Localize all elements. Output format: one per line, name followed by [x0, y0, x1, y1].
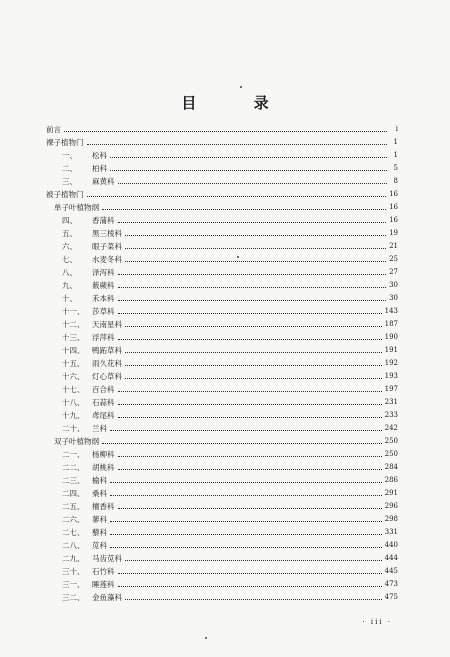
toc-entry-page: 1	[393, 138, 398, 146]
dot-leader	[110, 170, 387, 171]
toc-entry-page: 284	[384, 463, 398, 471]
toc-entry-title: 天南星科	[92, 320, 122, 329]
toc-entry-page: 331	[384, 528, 398, 536]
toc-entry-number: 三十、	[62, 567, 85, 576]
toc-entry[interactable]	[62, 318, 398, 331]
toc-entry-page: 30	[389, 281, 398, 289]
toc-entry-label	[62, 357, 122, 370]
toc-entry-label	[62, 396, 115, 409]
toc-entry-page: 291	[384, 489, 398, 497]
toc-entry-page: 187	[384, 320, 398, 328]
toc-entry-title: 杨柳科	[92, 450, 115, 459]
toc-entry-page: 30	[389, 294, 398, 302]
page-number-footer: · iii ·	[362, 618, 392, 626]
toc-entry-title: 眼子菜科	[92, 242, 122, 251]
toc-entry-number: 二九、	[62, 554, 85, 563]
dot-leader	[118, 404, 382, 405]
toc-entry-title: 柏科	[92, 164, 107, 173]
toc-entry-number: 二八、	[62, 541, 85, 550]
dot-leader	[118, 508, 382, 509]
toc-entry-title: 藜科	[92, 528, 107, 537]
page-title: 目 录	[181, 94, 295, 112]
toc-entry-title: 泽泻科	[92, 268, 115, 277]
toc-entry-number: 二三、	[62, 476, 85, 485]
scan-speck	[237, 256, 239, 258]
toc-entry-label	[62, 448, 115, 461]
dot-leader	[118, 313, 382, 314]
toc-entry-number: 十一、	[62, 307, 85, 316]
dot-leader	[87, 144, 388, 145]
toc-entry-page: 250	[384, 450, 398, 458]
dot-leader	[110, 482, 382, 483]
toc-entry-page: 16	[389, 203, 398, 211]
dot-leader	[118, 573, 382, 574]
toc-entry-number: 二七、	[62, 528, 85, 537]
dot-leader	[125, 365, 382, 366]
toc-entry-page: 473	[384, 580, 398, 588]
toc-entry-number: 十八、	[62, 398, 85, 407]
toc-entry[interactable]	[62, 149, 398, 162]
toc-entry[interactable]	[62, 175, 398, 188]
toc-entry[interactable]	[62, 539, 398, 552]
dot-leader	[110, 430, 382, 431]
toc-entry-number: 二六、	[62, 515, 85, 524]
toc-entry-number: 三一、	[62, 580, 85, 589]
toc-entry[interactable]	[62, 526, 398, 539]
dot-leader	[118, 456, 382, 457]
toc-entry-number: 十四、	[62, 346, 85, 355]
toc-entry-page: 440	[384, 541, 398, 549]
toc-entry-title: 灯心草科	[92, 372, 122, 381]
toc-entry-label	[62, 227, 122, 240]
toc-entry-title: 被子植物门	[46, 190, 84, 199]
toc-entry-label	[62, 240, 122, 253]
toc-entry-title: 桑科	[92, 489, 107, 498]
toc-entry-label	[62, 318, 122, 331]
dot-leader	[125, 248, 386, 249]
toc-entry-title: 双子叶植物纲	[54, 437, 99, 446]
toc-entry-label	[62, 578, 115, 591]
toc-entry-number: 二五、	[62, 502, 85, 511]
toc-entry-page: 242	[384, 424, 398, 432]
toc-entry-title: 胡桃科	[92, 463, 115, 472]
toc-entry-title: 榆科	[92, 476, 107, 485]
toc-entry-title: 雨久花科	[92, 359, 122, 368]
toc-entry-label	[62, 526, 107, 539]
toc-entry-number: 四、	[62, 216, 77, 225]
toc-entry-number: 七、	[62, 255, 77, 264]
toc-entry-label	[62, 539, 107, 552]
toc-entry-page: 231	[384, 398, 398, 406]
toc-entry-page: 191	[384, 346, 398, 354]
toc-entry[interactable]	[62, 409, 398, 422]
toc-entry-label	[62, 162, 107, 175]
toc-entry-page: 445	[384, 567, 398, 575]
toc-entry-label	[62, 383, 115, 396]
toc-entry-title: 松科	[92, 151, 107, 160]
toc-entry-title: 前言	[46, 125, 61, 134]
toc-entry[interactable]	[62, 292, 398, 305]
toc-entry-label	[62, 253, 122, 266]
toc-entry[interactable]	[62, 578, 398, 591]
dot-leader	[110, 534, 382, 535]
toc-entry-number: 十六、	[62, 372, 85, 381]
toc-entry-number: 十三、	[62, 333, 85, 342]
toc-entry[interactable]	[46, 136, 398, 149]
toc-entry-label	[54, 201, 99, 214]
dot-leader	[125, 378, 382, 379]
toc-entry-label	[46, 188, 84, 201]
toc-entry-number: 一、	[62, 151, 77, 160]
toc-entry-title: 香蒲科	[92, 216, 115, 225]
toc-entry-label	[62, 331, 115, 344]
toc-entry-page: 16	[389, 216, 398, 224]
dot-leader	[87, 196, 387, 197]
toc-entry[interactable]	[46, 188, 398, 201]
toc-entry[interactable]	[54, 201, 398, 214]
toc-entry[interactable]	[62, 565, 398, 578]
dot-leader	[125, 599, 382, 600]
toc-entry-page: 27	[389, 268, 398, 276]
toc-entry[interactable]	[62, 279, 398, 292]
toc-entry-label	[62, 344, 122, 357]
toc-entry[interactable]	[62, 500, 398, 513]
toc-entry-label	[62, 175, 115, 188]
toc-entry-page: 250	[384, 437, 398, 445]
dot-leader	[110, 521, 382, 522]
toc-entry-number: 十二、	[62, 320, 85, 329]
toc-entry[interactable]	[62, 461, 398, 474]
toc-entry-label	[62, 409, 115, 422]
toc-entry-page: 8	[393, 177, 398, 185]
dot-leader	[125, 352, 382, 353]
toc-entry-number: 八、	[62, 268, 77, 277]
toc-entry[interactable]	[62, 227, 398, 240]
dot-leader	[118, 391, 382, 392]
toc-entry-title: 麻黄科	[92, 177, 115, 186]
toc-entry-label	[62, 513, 107, 526]
toc-entry[interactable]	[62, 474, 398, 487]
toc-entry-page: 25	[389, 255, 398, 263]
toc-entry[interactable]	[62, 422, 398, 435]
toc-entry-title: 鸢尾科	[92, 411, 115, 420]
toc-entry-number: 十五、	[62, 359, 85, 368]
toc-entry[interactable]	[62, 591, 398, 604]
dot-leader	[125, 261, 386, 262]
toc-entry-page: 21	[389, 242, 398, 250]
toc-entry-title: 石竹科	[92, 567, 115, 576]
toc-entry-number: 九、	[62, 281, 77, 290]
toc-entry[interactable]	[62, 357, 398, 370]
toc-entry-number: 二一、	[62, 450, 85, 459]
toc-entry-page: 193	[384, 372, 398, 380]
toc-entry[interactable]	[62, 240, 398, 253]
dot-leader	[118, 339, 382, 340]
toc-entry-page: 475	[384, 593, 398, 601]
toc-entry-title: 鸭跖草科	[92, 346, 122, 355]
toc-entry-number: 二十、	[62, 424, 85, 433]
toc-entry-title: 单子叶植物纲	[54, 203, 99, 212]
dot-leader	[118, 417, 382, 418]
scan-speck	[205, 637, 207, 639]
toc-entry-title: 石蒜科	[92, 398, 115, 407]
toc-entry-page: 233	[384, 411, 398, 419]
toc-entry[interactable]	[62, 214, 398, 227]
toc-entry-page: 296	[384, 502, 398, 510]
toc-entry-page: i	[395, 125, 398, 133]
toc-entry-number: 十、	[62, 294, 77, 303]
dot-leader	[118, 222, 387, 223]
toc-entry-number: 二、	[62, 164, 77, 173]
toc-entry-label	[62, 565, 115, 578]
toc-entry-number: 十七、	[62, 385, 85, 394]
toc-entry-number: 五、	[62, 229, 77, 238]
toc-entry-title: 檀香科	[92, 502, 115, 511]
toc-entry-page: 444	[384, 554, 398, 562]
toc-entry[interactable]	[62, 370, 398, 383]
scan-speck	[240, 86, 242, 88]
toc-entry-title: 睡莲科	[92, 580, 115, 589]
toc-entry[interactable]	[62, 513, 398, 526]
toc-entry-title: 兰科	[92, 424, 107, 433]
toc-entry-label	[62, 552, 122, 565]
toc-entry-label	[46, 136, 84, 149]
toc-entry[interactable]	[54, 435, 398, 448]
toc-entry[interactable]	[62, 383, 398, 396]
toc-entry-label	[62, 487, 107, 500]
toc-entry-page: 19	[389, 229, 398, 237]
toc-entry[interactable]	[62, 305, 398, 318]
toc-entry[interactable]	[62, 448, 398, 461]
toc-entry-number: 六、	[62, 242, 77, 251]
toc-entry[interactable]	[62, 253, 398, 266]
dot-leader	[118, 300, 387, 301]
toc-entry[interactable]	[62, 487, 398, 500]
toc-entry-title: 浮萍科	[92, 333, 115, 342]
dot-leader	[110, 495, 382, 496]
toc-entry-title: 金鱼藻科	[92, 593, 122, 602]
toc-entry[interactable]	[62, 266, 398, 279]
toc-entry-label	[62, 422, 107, 435]
toc-entry-label	[62, 500, 115, 513]
dot-leader	[110, 157, 387, 158]
toc-entry-page: 298	[384, 515, 398, 523]
toc-entry-title: 苋科	[92, 541, 107, 550]
toc-entry-title: 裸子植物门	[46, 138, 84, 147]
dot-leader	[118, 274, 387, 275]
toc-entry-page: 286	[384, 476, 398, 484]
toc-entry[interactable]	[62, 162, 398, 175]
toc-entry-number: 十九、	[62, 411, 85, 420]
dot-leader	[125, 235, 386, 236]
dot-leader	[110, 547, 382, 548]
dot-leader	[125, 326, 382, 327]
toc-entry-label	[62, 214, 115, 227]
toc-entry-title: 莎草科	[92, 307, 115, 316]
toc-entry-title: 百合科	[92, 385, 115, 394]
toc-entry-title: 薮蕨科	[92, 281, 115, 290]
toc-entry-page: 5	[393, 164, 398, 172]
toc-entry[interactable]	[46, 123, 398, 136]
toc-entry-label	[62, 279, 115, 292]
toc-entry-number: 三、	[62, 177, 77, 186]
dot-leader	[118, 183, 388, 184]
toc-entry-number: 二四、	[62, 489, 85, 498]
toc-entry-title: 黑三棱科	[92, 229, 122, 238]
toc-entry[interactable]	[62, 331, 398, 344]
toc-entry-number: 二二、	[62, 463, 85, 472]
toc-entry-page: 16	[389, 190, 398, 198]
dot-leader	[118, 287, 387, 288]
toc-entry-number: 三二、	[62, 593, 85, 602]
toc-entry-label	[62, 370, 122, 383]
toc-entry[interactable]	[62, 396, 398, 409]
toc-entry-label	[46, 123, 61, 136]
dot-leader	[118, 469, 382, 470]
toc-entry-title: 水麦冬科	[92, 255, 122, 264]
dot-leader	[118, 586, 382, 587]
toc-entry-label	[62, 266, 115, 279]
toc-entry-page: 190	[384, 333, 398, 341]
toc-entry-label	[62, 591, 122, 604]
toc-entry-title: 马齿苋科	[92, 554, 122, 563]
toc-entry-page: 192	[384, 359, 398, 367]
toc-entry[interactable]	[62, 344, 398, 357]
toc-entry-label	[62, 461, 115, 474]
toc-entry-title: 蓼科	[92, 515, 107, 524]
dot-leader	[102, 443, 382, 444]
toc-entry-label	[62, 292, 115, 305]
toc-entry-label	[62, 474, 107, 487]
toc-entry[interactable]	[62, 552, 398, 565]
toc-entry-title: 禾本科	[92, 294, 115, 303]
toc-entry-page: 197	[384, 385, 398, 393]
toc-entry-label	[62, 305, 115, 318]
dot-leader	[64, 131, 387, 132]
toc-entry-page: 143	[384, 307, 398, 315]
dot-leader	[125, 560, 382, 561]
toc-entry-label	[62, 149, 107, 162]
dot-leader	[102, 209, 386, 210]
toc-entry-page: 1	[393, 151, 398, 159]
toc-entry-label	[54, 435, 99, 448]
